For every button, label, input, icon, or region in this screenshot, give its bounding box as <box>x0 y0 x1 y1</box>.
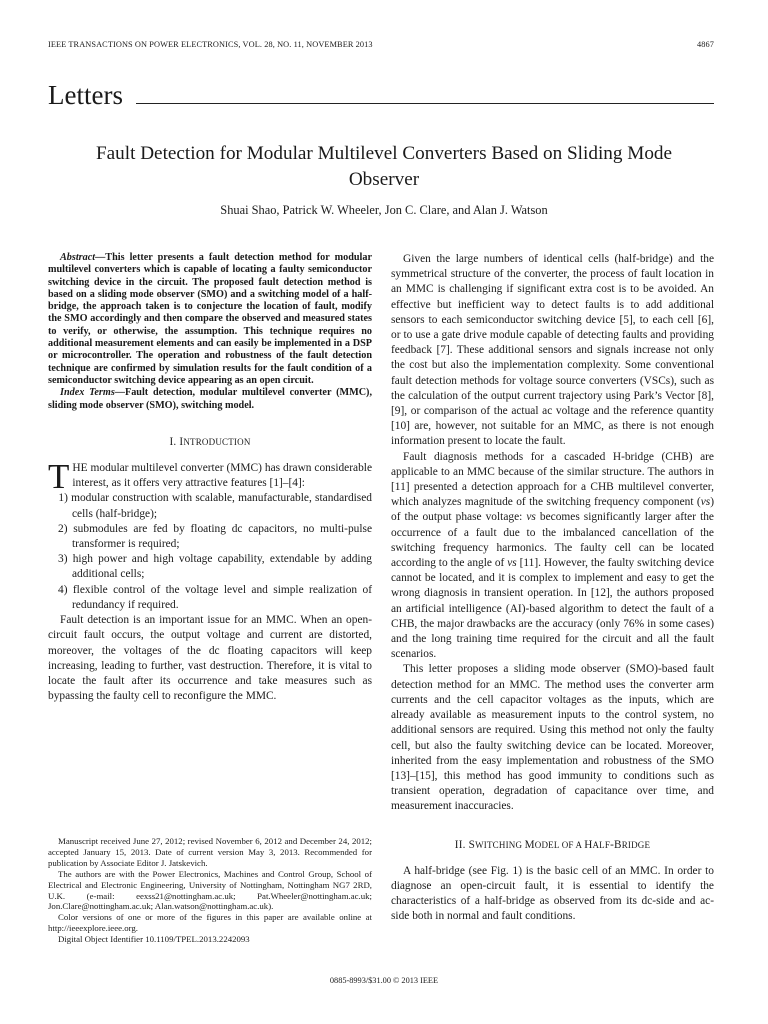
section-heading-switching-model: II. SWITCHING MODEL OF A HALF-BRIDGE <box>454 838 651 851</box>
index-terms-text: —Fault detection, modular multilevel converter (MMC), sliding mode observer (SMO), switching model. <box>48 387 372 411</box>
footnotes <box>48 836 372 945</box>
right-column <box>391 252 714 925</box>
list-item: 2) submodules are fed by floating dc capacitors, no multi-pulse transformer is required; <box>58 522 372 551</box>
footnote-affiliation: The authors are with the Power Electronics, Machines and Control Group, School of Electrical and Electronic Engineering, University of Nottingham, Nottingham NG7 2RD, U.K. (e-mail: eexss21@nottingham.ac.uk; Pat.Wheeler@nottingham.ac.uk; Jon.Clare@nottingham.ac.uk; Alan.watson@nottingham.ac.uk). <box>48 868 372 912</box>
footnote-manuscript: Manuscript received June 27, 2012; revised November 6, 2012 and December 24, 2012; accepted January 15, 2013. Date of current version May 3, 2013. Recommended for publication by Associate Editor J. Jatskevich. <box>48 836 372 868</box>
list-item: 1) modular construction with scalable, manufacturable, standardised cells (half-bridge); <box>58 492 372 520</box>
paragraph: This letter proposes a sliding mode observer (SMO)-based fault detection method for an MMC. The method uses the converter arm currents and the cell capacitor voltages as the inputs, which are already available as measurement inputs to the control system, no additional sensors are required. Using this method not only the faulty cell, but also the faulty switching device can be located. Moreover, inherited from the easy implementation and robustness of the SMO [13]–[15], this method has good immunity to conditions such as transient operation, degradation of capacitance over time, and measurement inaccuracies. <box>391 663 714 813</box>
variable-vs: vs <box>507 557 517 570</box>
journal-info: IEEE TRANSACTIONS ON POWER ELECTRONICS, VOL. 28, NO. 11, NOVEMBER 2013 <box>48 40 373 49</box>
drop-cap: T <box>48 457 70 497</box>
abstract <box>48 252 372 387</box>
feature-list <box>48 491 372 613</box>
index-terms-label: Index Terms <box>60 387 115 399</box>
authors: Shuai Shao, Patrick W. Wheeler, Jon C. Clare, and Alan J. Watson <box>220 203 548 217</box>
variable-vs: vs <box>526 511 536 524</box>
left-column <box>48 252 372 704</box>
copyright-footer: 0885-8993/$31.00 © 2013 IEEE <box>329 976 439 985</box>
index-terms <box>48 387 372 412</box>
footnote-color: Color versions of one or more of the figures in this paper are available online at http://ieeexplore.ieee.org. <box>48 912 372 934</box>
variable-vs: vs <box>700 496 711 509</box>
running-header <box>48 40 714 49</box>
page-number: 4867 <box>697 40 714 49</box>
list-item: 3) high power and high voltage capability, extendable by adding additional cells; <box>58 553 372 581</box>
paragraph: Given the large numbers of identical cells (half-bridge) and the symmetrical structure of the converter, the process of fault location in an MMC is challenging if significant extra cost is to be avoided. An effective but inefficient way to detect faults is to add additional sensors to each semiconductor switching device [5], to each cell [6], or to use a gate drive module capable of detecting faults and providing feedback [7]. These additional sensors and signals increase not only the cost but also the implementation complexity. Some conventional fault detection methods for voltage source converters (VSCs), such as the calculation of the output current trajectory using Park’s Vector [8], [9], or comparison of the actual ac voltage and the reference quantity [10] are, however, not suitable for an MMC, as there is not enough information present to locate the fault. <box>391 253 714 448</box>
paragraph: Fault diagnosis methods for a cascaded H-bridge (CHB) are applicable to an MMC because of the similar structure. The authors in [11] presented a detection approach for a CHB multilevel converter, which analyzes magnitude of the switching frequency component (vs) of the output phase voltage: vs becomes significantly larger after the occurrence of a fault due to the imbalanced cancellation of the switching frequency harmonics. The faulty cell can be located according to the angle of vs [11]. However, the faulty switching device cannot be located, and it is complex to implement and easy to get the wrong diagnosis in transient operation. In [12], the authors proposed an artificial intelligence (AI)-based algorithm to detect the fault of a CHB, the major drawbacks are the accuracy (only 76% in some cases) and the long training time required for the circuit and all the fault scenarios. <box>391 450 714 661</box>
section-label: Letters <box>48 80 123 110</box>
footnote-doi: Digital Object Identifier 10.1109/TPEL.2013.2242093 <box>58 934 250 945</box>
section-heading-introduction: I. INTRODUCTION <box>169 435 251 448</box>
paper-title: Fault Detection for Modular Multilevel Converters Based on Sliding Mode Observer <box>95 143 673 190</box>
abstract-label: Abstract <box>60 252 96 263</box>
paragraph: A half-bridge (see Fig. 1) is the basic cell of an MMC. In order to diagnose an open-circuit fault, it is essential to identify the characteristics of a half-bridge as observed from its dc-side and ac-side both in normal and fault conditions. <box>391 864 714 923</box>
section-rule <box>136 103 714 104</box>
intro-paragraph: Fault detection is an important issue for an MMC. When an open-circuit fault occurs, the output voltage and current are distorted, moreover, the voltages of the dc floating capacitors will keep increasing, leading to further, vast destruction. Therefore, it is vital to locate the fault after its occurrence and take measures such as bypassing the faulty cell to reconfigure the MMC. <box>48 614 372 703</box>
abstract-text: —This letter presents a fault detection method for modular multilevel converters which is capable of locating a faulty semiconductor switching device in the circuit. The proposed fault detection method is based on a sliding mode observer (SMO) and a switching model of a half-bridge, the approach taken is to conjecture the location of fault, modify the SMO accordingly and then compare the observed and measured states to verify, or otherwise, the assumption. This technique requires no additional measurement elements and can easily be implemented in a DSP or microcontroller. The operation and robustness of the fault detection technique are confirmed by simulation results for the fault condition of a semiconductor switching device appearing as an open circuit. <box>48 252 372 386</box>
intro-first-paragraph: THE modular multilevel converter (MMC) has drawn considerable interest, as it offers very attractive features [1]–[4]: <box>48 457 372 497</box>
list-item: 4) flexible control of the voltage level and simple realization of redundancy if required. <box>58 583 372 611</box>
